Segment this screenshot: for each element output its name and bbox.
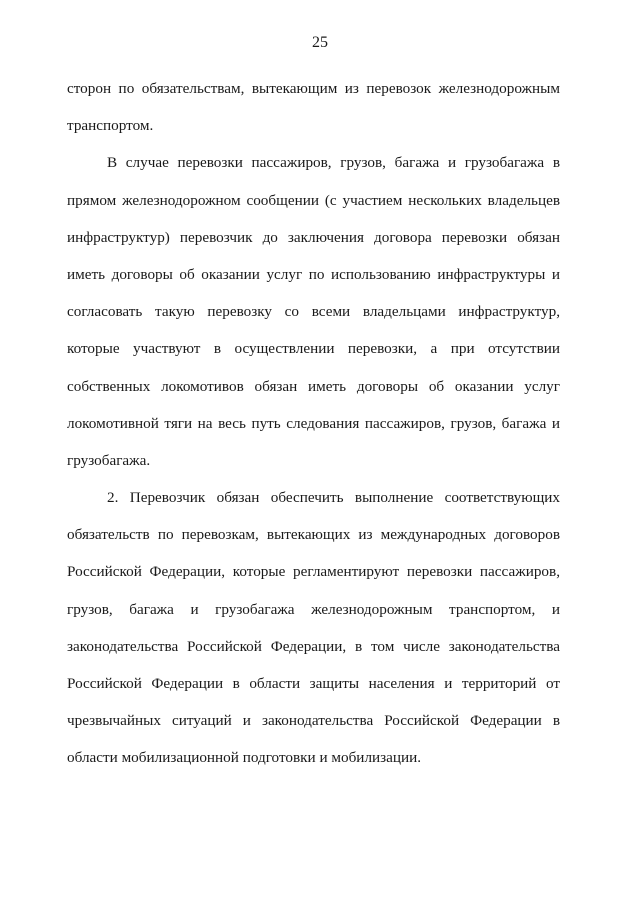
text-line: локомотивной тяги на весь путь следования пассажиров, грузов, багажа и (67, 414, 560, 432)
text-line: обязательств по перевозкам, вытекающих из международных договоров (67, 526, 560, 544)
text-line: собственных локомотивов обязан иметь договоры об оказании услуг (67, 377, 560, 395)
text-line: сторон по обязательствам, вытекающим из перевозок железнодорожным (67, 80, 560, 97)
paragraph-item-2 (67, 479, 560, 777)
text-line: инфраструктур) перевозчик до заключения договора перевозки обязан (67, 228, 560, 246)
text-line: прямом железнодорожном сообщении (с участием нескольких владельцев (67, 191, 560, 209)
text-line: Российской Федерации, которые регламентируют перевозки пассажиров, (67, 563, 560, 581)
page-number: 25 (312, 34, 328, 51)
text-line: В случае перевозки пассажиров, грузов, багажа и грузобагажа в (107, 154, 560, 172)
text-line: иметь договоры об оказании услуг по использованию инфраструктуры и (67, 265, 560, 283)
text-line: которые участвуют в осуществлении перевозки, а при отсутствии (67, 340, 560, 358)
body-text (67, 70, 560, 777)
text-line: 2. Перевозчик обязан обеспечить выполнение соответствующих (107, 489, 560, 507)
text-line: области мобилизационной подготовки и мобилизации. (67, 749, 422, 767)
text-line: согласовать такую перевозку со всеми владельцами инфраструктур, (67, 303, 560, 321)
text-line: Российской Федерации в области защиты населения и территорий от (67, 675, 560, 692)
text-line: законодательства Российской Федерации, в том числе законодательства (67, 637, 560, 655)
text-line: грузов, багажа и грузобагажа железнодорожным транспортом, и (67, 600, 560, 618)
paragraph-continuation (67, 70, 560, 144)
text-line: транспортом. (67, 117, 154, 135)
text-line: чрезвычайных ситуаций и законодательства Российской Федерации в (67, 712, 560, 730)
text-line: грузобагажа. (67, 451, 151, 469)
paragraph-direct-rail (67, 144, 560, 479)
